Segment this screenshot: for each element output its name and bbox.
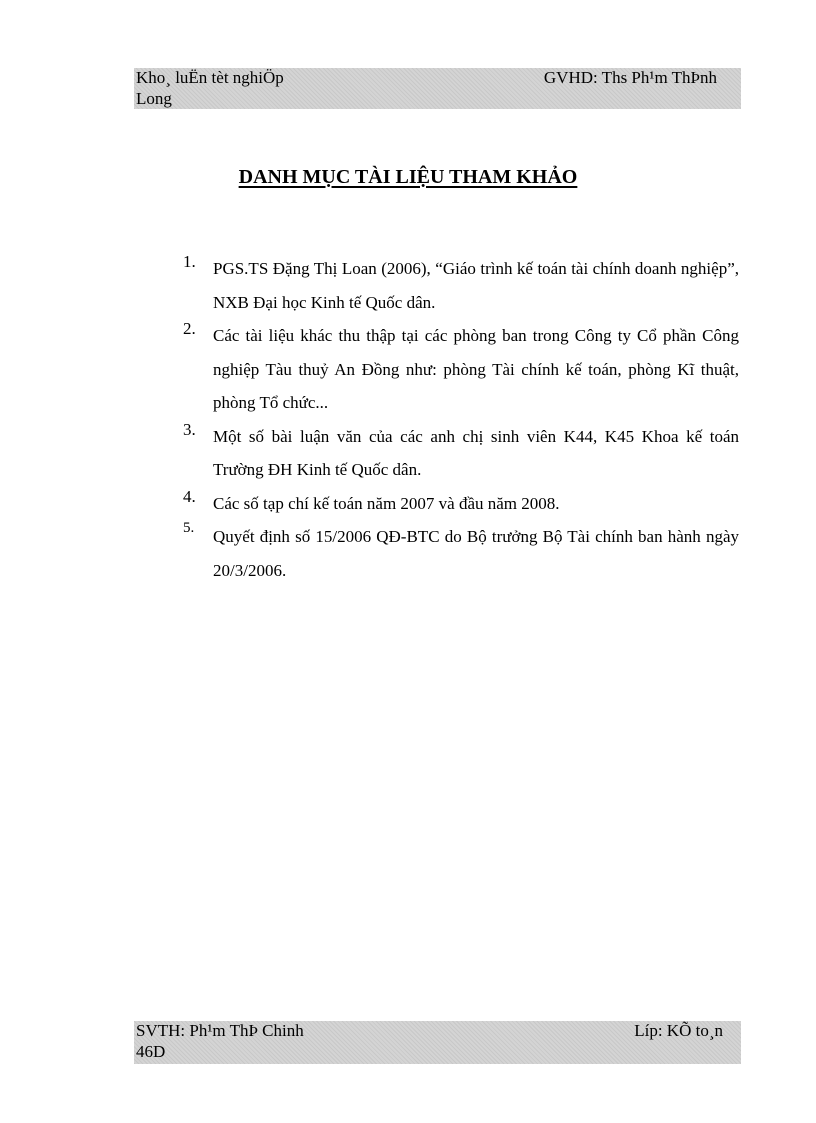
header-thesis-label: Kho¸ luËn tèt nghiÖp [136, 68, 284, 87]
reference-item-1 [183, 252, 739, 319]
reference-list [0, 252, 816, 587]
header-advisor-name-cont: Long [136, 89, 172, 108]
reference-item-2 [183, 319, 739, 420]
reference-text: Các tài liệu khác thu thập tại các phòng ban trong Công ty Cổ phần Công nghiệp Tàu thuỷ An Đồng như: phòng Tài chính kế toán, phòng Kĩ thuật, phòng Tổ chức... [213, 326, 739, 412]
reference-text: PGS.TS Đặng Thị Loan (2006), “Giáo trình kế toán tài chính doanh nghiệp”, NXB Đại học Kinh tế Quốc dân. [213, 259, 739, 312]
header-advisor-label: GVHD: Ths Ph¹m ThÞnh [543, 68, 717, 87]
reference-item-4 [183, 486, 739, 521]
footer-student-label: SVTH: Ph¹m ThÞ Chinh [136, 1021, 304, 1040]
page-title-text: DANH MỤC TÀI LIỆU THAM KHẢO [238, 166, 578, 188]
footer-class-label: Líp: KÕ to¸n [634, 1021, 723, 1040]
reference-item-3 [183, 419, 739, 487]
reference-number: 4. [183, 486, 196, 506]
reference-number: 1. [183, 252, 196, 271]
page-title [0, 164, 816, 190]
reference-text: Một số bài luận văn của các anh chị sinh viên K44, K45 Khoa kế toán Trường ĐH Kinh tế Quốc dân. [213, 426, 739, 479]
reference-number: 2. [183, 319, 196, 338]
reference-item-5 [183, 520, 739, 587]
footer-student-cohort: 46D [136, 1042, 166, 1061]
reference-number: 3. [183, 419, 196, 439]
page-header [134, 68, 741, 109]
reference-text: Quyết định số 15/2006 QĐ-BTC do Bộ trưởng Bộ Tài chính ban hành ngày 20/3/2006. [213, 527, 739, 580]
reference-text: Các số tạp chí kế toán năm 2007 và đầu năm 2008. [213, 493, 560, 513]
page-footer [134, 1021, 741, 1064]
reference-number: 5. [183, 520, 195, 536]
